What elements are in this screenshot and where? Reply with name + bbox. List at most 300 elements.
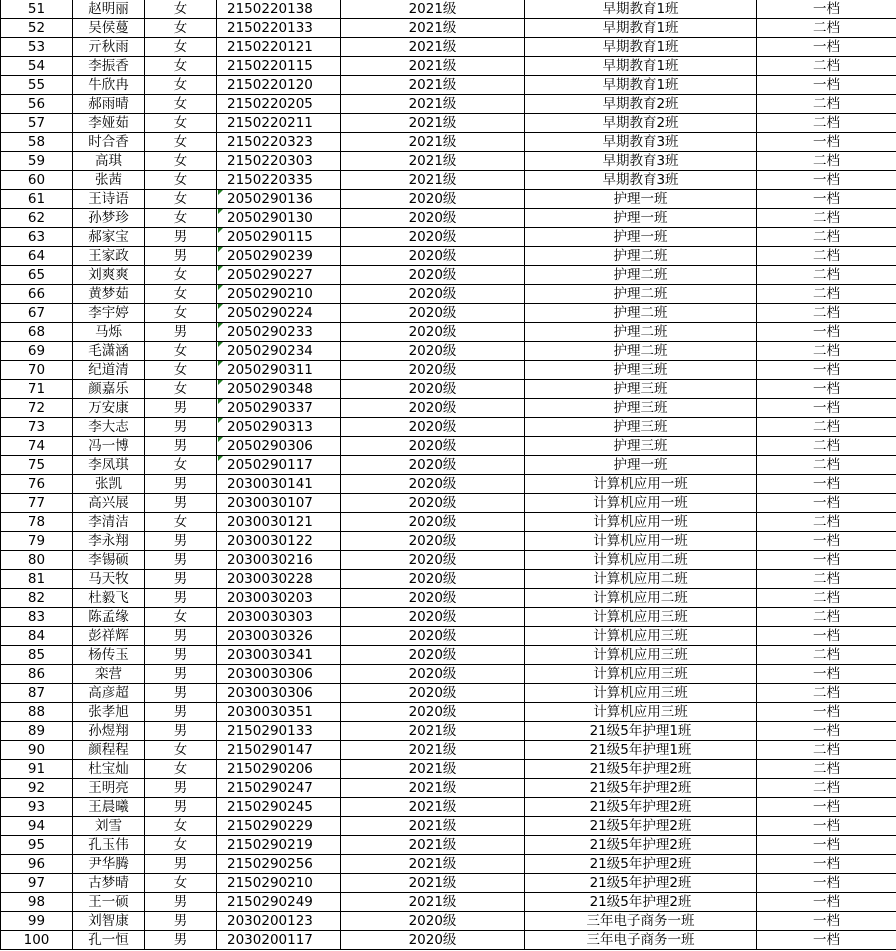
cell-no[interactable]: 90 (1, 741, 73, 760)
cell-student-id[interactable]: 2050290130 (217, 209, 341, 228)
cell-gender[interactable]: 女 (145, 190, 217, 209)
cell-level[interactable]: 二档 (757, 418, 896, 437)
cell-grade[interactable]: 2020级 (341, 551, 525, 570)
table-row[interactable] (1, 247, 896, 266)
cell-no[interactable]: 96 (1, 855, 73, 874)
cell-level[interactable]: 一档 (757, 817, 896, 836)
cell-grade[interactable]: 2020级 (341, 513, 525, 532)
cell-grade[interactable]: 2020级 (341, 627, 525, 646)
cell-no[interactable]: 66 (1, 285, 73, 304)
cell-class[interactable]: 护理三班 (525, 380, 757, 399)
table-row[interactable] (1, 266, 896, 285)
table-row[interactable] (1, 798, 896, 817)
table-row[interactable] (1, 38, 896, 57)
cell-name[interactable]: 杨传玉 (73, 646, 145, 665)
cell-name[interactable]: 孙煜翔 (73, 722, 145, 741)
cell-class[interactable]: 早期教育2班 (525, 95, 757, 114)
cell-gender[interactable]: 女 (145, 76, 217, 95)
cell-level[interactable]: 二档 (757, 228, 896, 247)
cell-class[interactable]: 计算机应用三班 (525, 627, 757, 646)
cell-gender[interactable]: 女 (145, 342, 217, 361)
table-row[interactable] (1, 684, 896, 703)
cell-gender[interactable]: 女 (145, 38, 217, 57)
cell-no[interactable]: 65 (1, 266, 73, 285)
cell-gender[interactable]: 男 (145, 418, 217, 437)
cell-name[interactable]: 尹华腾 (73, 855, 145, 874)
cell-gender[interactable]: 女 (145, 285, 217, 304)
cell-grade[interactable]: 2020级 (341, 418, 525, 437)
cell-name[interactable]: 刘爽爽 (73, 266, 145, 285)
cell-name[interactable]: 张孝旭 (73, 703, 145, 722)
cell-class[interactable]: 21级5年护理2班 (525, 817, 757, 836)
cell-grade[interactable]: 2020级 (341, 380, 525, 399)
cell-gender[interactable]: 女 (145, 380, 217, 399)
cell-level[interactable]: 一档 (757, 722, 896, 741)
cell-no[interactable]: 59 (1, 152, 73, 171)
cell-no[interactable]: 51 (1, 0, 73, 19)
cell-class[interactable]: 计算机应用二班 (525, 589, 757, 608)
cell-grade[interactable]: 2021级 (341, 741, 525, 760)
cell-gender[interactable]: 男 (145, 703, 217, 722)
cell-no[interactable]: 64 (1, 247, 73, 266)
cell-name[interactable]: 陈孟缘 (73, 608, 145, 627)
cell-no[interactable]: 87 (1, 684, 73, 703)
cell-name[interactable]: 王晨曦 (73, 798, 145, 817)
cell-name[interactable]: 牛欣冉 (73, 76, 145, 95)
cell-student-id[interactable]: 2030030121 (217, 513, 341, 532)
cell-student-id[interactable]: 2050290210 (217, 285, 341, 304)
cell-class[interactable]: 护理二班 (525, 266, 757, 285)
cell-name[interactable]: 李清洁 (73, 513, 145, 532)
cell-student-id[interactable]: 2050290313 (217, 418, 341, 437)
cell-gender[interactable]: 女 (145, 836, 217, 855)
cell-level[interactable]: 二档 (757, 779, 896, 798)
cell-student-id[interactable]: 2150290249 (217, 893, 341, 912)
cell-level[interactable]: 一档 (757, 931, 896, 950)
cell-gender[interactable]: 男 (145, 589, 217, 608)
cell-level[interactable]: 二档 (757, 741, 896, 760)
cell-no[interactable]: 91 (1, 760, 73, 779)
table-row[interactable] (1, 722, 896, 741)
cell-grade[interactable]: 2020级 (341, 494, 525, 513)
cell-level[interactable]: 二档 (757, 760, 896, 779)
cell-level[interactable]: 一档 (757, 836, 896, 855)
cell-no[interactable]: 93 (1, 798, 73, 817)
cell-level[interactable]: 一档 (757, 323, 896, 342)
cell-class[interactable]: 护理三班 (525, 399, 757, 418)
cell-gender[interactable]: 男 (145, 684, 217, 703)
cell-class[interactable]: 护理一班 (525, 190, 757, 209)
cell-no[interactable]: 60 (1, 171, 73, 190)
cell-gender[interactable]: 女 (145, 760, 217, 779)
cell-class[interactable]: 21级5年护理2班 (525, 893, 757, 912)
cell-level[interactable]: 一档 (757, 494, 896, 513)
cell-student-id[interactable]: 2150220115 (217, 57, 341, 76)
cell-student-id[interactable]: 2150290206 (217, 760, 341, 779)
cell-student-id[interactable]: 2150290133 (217, 722, 341, 741)
table-row[interactable] (1, 703, 896, 722)
cell-student-id[interactable]: 2050290311 (217, 361, 341, 380)
cell-no[interactable]: 71 (1, 380, 73, 399)
cell-class[interactable]: 早期教育1班 (525, 57, 757, 76)
table-row[interactable] (1, 380, 896, 399)
cell-level[interactable]: 二档 (757, 304, 896, 323)
cell-gender[interactable]: 女 (145, 57, 217, 76)
cell-level[interactable]: 一档 (757, 532, 896, 551)
cell-student-id[interactable]: 2030030326 (217, 627, 341, 646)
cell-class[interactable]: 护理二班 (525, 247, 757, 266)
cell-gender[interactable]: 男 (145, 532, 217, 551)
cell-grade[interactable]: 2021级 (341, 817, 525, 836)
cell-gender[interactable]: 男 (145, 475, 217, 494)
cell-grade[interactable]: 2020级 (341, 665, 525, 684)
cell-student-id[interactable]: 2150290256 (217, 855, 341, 874)
cell-class[interactable]: 计算机应用二班 (525, 551, 757, 570)
cell-no[interactable]: 84 (1, 627, 73, 646)
cell-name[interactable]: 古梦晴 (73, 874, 145, 893)
cell-student-id[interactable]: 2050290136 (217, 190, 341, 209)
cell-class[interactable]: 护理一班 (525, 209, 757, 228)
cell-level[interactable]: 一档 (757, 551, 896, 570)
cell-level[interactable]: 一档 (757, 171, 896, 190)
cell-class[interactable]: 护理二班 (525, 342, 757, 361)
cell-gender[interactable]: 男 (145, 247, 217, 266)
cell-grade[interactable]: 2020级 (341, 342, 525, 361)
cell-gender[interactable]: 男 (145, 437, 217, 456)
cell-student-id[interactable]: 2030030107 (217, 494, 341, 513)
cell-no[interactable]: 61 (1, 190, 73, 209)
cell-class[interactable]: 护理三班 (525, 361, 757, 380)
cell-name[interactable]: 李娅茹 (73, 114, 145, 133)
cell-gender[interactable]: 男 (145, 646, 217, 665)
cell-gender[interactable]: 男 (145, 399, 217, 418)
cell-name[interactable]: 时合香 (73, 133, 145, 152)
cell-gender[interactable]: 男 (145, 323, 217, 342)
cell-grade[interactable]: 2020级 (341, 684, 525, 703)
cell-class[interactable]: 计算机应用一班 (525, 532, 757, 551)
cell-level[interactable]: 二档 (757, 684, 896, 703)
cell-gender[interactable]: 女 (145, 817, 217, 836)
cell-grade[interactable]: 2020级 (341, 323, 525, 342)
cell-level[interactable]: 二档 (757, 437, 896, 456)
cell-level[interactable]: 二档 (757, 152, 896, 171)
cell-no[interactable]: 58 (1, 133, 73, 152)
table-row[interactable] (1, 76, 896, 95)
cell-name[interactable]: 孔玉伟 (73, 836, 145, 855)
cell-gender[interactable]: 男 (145, 855, 217, 874)
cell-no[interactable]: 74 (1, 437, 73, 456)
cell-name[interactable]: 冯一博 (73, 437, 145, 456)
cell-gender[interactable]: 男 (145, 912, 217, 931)
cell-no[interactable]: 83 (1, 608, 73, 627)
cell-no[interactable]: 92 (1, 779, 73, 798)
cell-level[interactable]: 一档 (757, 0, 896, 19)
cell-level[interactable]: 一档 (757, 627, 896, 646)
cell-name[interactable]: 纪道清 (73, 361, 145, 380)
cell-name[interactable]: 高兴展 (73, 494, 145, 513)
cell-student-id[interactable]: 2150220303 (217, 152, 341, 171)
cell-student-id[interactable]: 2030030216 (217, 551, 341, 570)
cell-level[interactable]: 一档 (757, 855, 896, 874)
cell-class[interactable]: 计算机应用一班 (525, 513, 757, 532)
cell-no[interactable]: 69 (1, 342, 73, 361)
cell-class[interactable]: 计算机应用三班 (525, 684, 757, 703)
cell-level[interactable]: 一档 (757, 361, 896, 380)
cell-student-id[interactable]: 2150220120 (217, 76, 341, 95)
cell-level[interactable]: 一档 (757, 893, 896, 912)
cell-name[interactable]: 颜程程 (73, 741, 145, 760)
table-row[interactable] (1, 912, 896, 931)
cell-gender[interactable]: 女 (145, 266, 217, 285)
cell-no[interactable]: 82 (1, 589, 73, 608)
cell-grade[interactable]: 2021级 (341, 722, 525, 741)
cell-class[interactable]: 三年电子商务一班 (525, 931, 757, 950)
cell-student-id[interactable]: 2050290234 (217, 342, 341, 361)
cell-name[interactable]: 王家政 (73, 247, 145, 266)
cell-gender[interactable]: 女 (145, 171, 217, 190)
cell-class[interactable]: 计算机应用三班 (525, 665, 757, 684)
cell-gender[interactable]: 男 (145, 722, 217, 741)
cell-grade[interactable]: 2021级 (341, 760, 525, 779)
cell-name[interactable]: 高琪 (73, 152, 145, 171)
cell-grade[interactable]: 2021级 (341, 95, 525, 114)
cell-no[interactable]: 75 (1, 456, 73, 475)
cell-name[interactable]: 王一硕 (73, 893, 145, 912)
cell-level[interactable]: 一档 (757, 798, 896, 817)
cell-grade[interactable]: 2021级 (341, 779, 525, 798)
cell-no[interactable]: 88 (1, 703, 73, 722)
cell-no[interactable]: 76 (1, 475, 73, 494)
cell-gender[interactable]: 男 (145, 551, 217, 570)
cell-level[interactable]: 一档 (757, 912, 896, 931)
cell-student-id[interactable]: 2050290239 (217, 247, 341, 266)
cell-class[interactable]: 21级5年护理1班 (525, 741, 757, 760)
cell-level[interactable]: 一档 (757, 475, 896, 494)
cell-student-id[interactable]: 2050290117 (217, 456, 341, 475)
table-row[interactable] (1, 608, 896, 627)
cell-no[interactable]: 57 (1, 114, 73, 133)
table-row[interactable] (1, 437, 896, 456)
cell-class[interactable]: 护理三班 (525, 437, 757, 456)
cell-no[interactable]: 52 (1, 19, 73, 38)
cell-level[interactable]: 一档 (757, 380, 896, 399)
cell-student-id[interactable]: 2150220138 (217, 0, 341, 19)
cell-student-id[interactable]: 2150290210 (217, 874, 341, 893)
cell-class[interactable]: 21级5年护理2班 (525, 874, 757, 893)
cell-grade[interactable]: 2020级 (341, 608, 525, 627)
table-row[interactable] (1, 304, 896, 323)
cell-no[interactable]: 81 (1, 570, 73, 589)
cell-student-id[interactable]: 2150290247 (217, 779, 341, 798)
cell-no[interactable]: 85 (1, 646, 73, 665)
cell-class[interactable]: 早期教育3班 (525, 133, 757, 152)
table-row[interactable] (1, 190, 896, 209)
cell-class[interactable]: 21级5年护理2班 (525, 779, 757, 798)
cell-class[interactable]: 计算机应用二班 (525, 570, 757, 589)
cell-level[interactable]: 二档 (757, 608, 896, 627)
cell-class[interactable]: 计算机应用三班 (525, 608, 757, 627)
cell-class[interactable]: 护理二班 (525, 323, 757, 342)
table-row[interactable] (1, 114, 896, 133)
cell-gender[interactable]: 女 (145, 19, 217, 38)
cell-gender[interactable]: 女 (145, 0, 217, 19)
cell-level[interactable]: 二档 (757, 57, 896, 76)
cell-class[interactable]: 早期教育1班 (525, 76, 757, 95)
cell-student-id[interactable]: 2150290245 (217, 798, 341, 817)
cell-no[interactable]: 70 (1, 361, 73, 380)
cell-gender[interactable]: 女 (145, 114, 217, 133)
cell-grade[interactable]: 2021级 (341, 893, 525, 912)
cell-student-id[interactable]: 2050290227 (217, 266, 341, 285)
table-row[interactable] (1, 494, 896, 513)
cell-level[interactable]: 一档 (757, 133, 896, 152)
table-row[interactable] (1, 418, 896, 437)
cell-grade[interactable]: 2020级 (341, 931, 525, 950)
cell-student-id[interactable]: 2030030122 (217, 532, 341, 551)
cell-grade[interactable]: 2020级 (341, 703, 525, 722)
cell-no[interactable]: 55 (1, 76, 73, 95)
cell-name[interactable]: 李宇婷 (73, 304, 145, 323)
cell-no[interactable]: 98 (1, 893, 73, 912)
table-row[interactable] (1, 627, 896, 646)
table-row[interactable] (1, 19, 896, 38)
table-row[interactable] (1, 152, 896, 171)
table-row[interactable] (1, 817, 896, 836)
cell-no[interactable]: 63 (1, 228, 73, 247)
cell-level[interactable]: 二档 (757, 247, 896, 266)
cell-student-id[interactable]: 2050290306 (217, 437, 341, 456)
cell-no[interactable]: 67 (1, 304, 73, 323)
cell-student-id[interactable]: 2150220205 (217, 95, 341, 114)
cell-class[interactable]: 早期教育1班 (525, 0, 757, 19)
cell-no[interactable]: 72 (1, 399, 73, 418)
cell-level[interactable]: 一档 (757, 399, 896, 418)
cell-no[interactable]: 80 (1, 551, 73, 570)
cell-grade[interactable]: 2020级 (341, 304, 525, 323)
cell-gender[interactable]: 男 (145, 665, 217, 684)
cell-student-id[interactable]: 2030030306 (217, 684, 341, 703)
table-row[interactable] (1, 57, 896, 76)
cell-gender[interactable]: 女 (145, 513, 217, 532)
cell-no[interactable]: 89 (1, 722, 73, 741)
cell-name[interactable]: 亓秋雨 (73, 38, 145, 57)
cell-name[interactable]: 郝家宝 (73, 228, 145, 247)
cell-grade[interactable]: 2020级 (341, 532, 525, 551)
cell-student-id[interactable]: 2050290224 (217, 304, 341, 323)
table-row[interactable] (1, 0, 896, 19)
cell-name[interactable]: 杜毅飞 (73, 589, 145, 608)
cell-no[interactable]: 78 (1, 513, 73, 532)
cell-grade[interactable]: 2021级 (341, 855, 525, 874)
cell-gender[interactable]: 女 (145, 361, 217, 380)
cell-grade[interactable]: 2021级 (341, 152, 525, 171)
cell-grade[interactable]: 2021级 (341, 0, 525, 19)
cell-student-id[interactable]: 2150220335 (217, 171, 341, 190)
cell-level[interactable]: 二档 (757, 646, 896, 665)
cell-no[interactable]: 79 (1, 532, 73, 551)
cell-class[interactable]: 早期教育3班 (525, 152, 757, 171)
cell-student-id[interactable]: 2030030228 (217, 570, 341, 589)
cell-name[interactable]: 李永翔 (73, 532, 145, 551)
cell-name[interactable]: 马天牧 (73, 570, 145, 589)
cell-level[interactable]: 一档 (757, 38, 896, 57)
cell-no[interactable]: 86 (1, 665, 73, 684)
cell-level[interactable]: 二档 (757, 19, 896, 38)
cell-student-id[interactable]: 2030030303 (217, 608, 341, 627)
cell-no[interactable]: 73 (1, 418, 73, 437)
cell-class[interactable]: 护理一班 (525, 456, 757, 475)
table-row[interactable] (1, 513, 896, 532)
cell-grade[interactable]: 2020级 (341, 247, 525, 266)
cell-student-id[interactable]: 2030030351 (217, 703, 341, 722)
table-row[interactable] (1, 551, 896, 570)
cell-gender[interactable]: 男 (145, 494, 217, 513)
table-row[interactable] (1, 836, 896, 855)
table-row[interactable] (1, 228, 896, 247)
cell-grade[interactable]: 2021级 (341, 171, 525, 190)
table-row[interactable] (1, 665, 896, 684)
cell-gender[interactable]: 男 (145, 627, 217, 646)
cell-grade[interactable]: 2020级 (341, 475, 525, 494)
table-row[interactable] (1, 399, 896, 418)
cell-grade[interactable]: 2021级 (341, 874, 525, 893)
cell-level[interactable]: 二档 (757, 114, 896, 133)
cell-level[interactable]: 一档 (757, 703, 896, 722)
table-row[interactable] (1, 589, 896, 608)
cell-level[interactable]: 一档 (757, 874, 896, 893)
cell-name[interactable]: 吴侯蔓 (73, 19, 145, 38)
cell-gender[interactable]: 女 (145, 874, 217, 893)
table-row[interactable] (1, 741, 896, 760)
cell-name[interactable]: 王诗语 (73, 190, 145, 209)
cell-student-id[interactable]: 2150290219 (217, 836, 341, 855)
cell-class[interactable]: 计算机应用三班 (525, 703, 757, 722)
cell-grade[interactable]: 2020级 (341, 361, 525, 380)
cell-no[interactable]: 77 (1, 494, 73, 513)
cell-level[interactable]: 二档 (757, 342, 896, 361)
cell-student-id[interactable]: 2030030141 (217, 475, 341, 494)
cell-name[interactable]: 孙梦珍 (73, 209, 145, 228)
cell-class[interactable]: 早期教育3班 (525, 171, 757, 190)
cell-class[interactable]: 早期教育2班 (525, 114, 757, 133)
cell-level[interactable]: 二档 (757, 209, 896, 228)
cell-grade[interactable]: 2021级 (341, 57, 525, 76)
cell-class[interactable]: 三年电子商务一班 (525, 912, 757, 931)
cell-level[interactable]: 二档 (757, 266, 896, 285)
cell-student-id[interactable]: 2030030306 (217, 665, 341, 684)
cell-no[interactable]: 95 (1, 836, 73, 855)
cell-class[interactable]: 21级5年护理2班 (525, 760, 757, 779)
cell-name[interactable]: 刘智康 (73, 912, 145, 931)
cell-level[interactable]: 二档 (757, 456, 896, 475)
cell-no[interactable]: 97 (1, 874, 73, 893)
cell-grade[interactable]: 2020级 (341, 190, 525, 209)
cell-name[interactable]: 孔一恒 (73, 931, 145, 950)
cell-grade[interactable]: 2020级 (341, 437, 525, 456)
cell-no[interactable]: 62 (1, 209, 73, 228)
cell-grade[interactable]: 2020级 (341, 399, 525, 418)
cell-level[interactable]: 二档 (757, 589, 896, 608)
cell-student-id[interactable]: 2030030203 (217, 589, 341, 608)
cell-student-id[interactable]: 2050290337 (217, 399, 341, 418)
cell-name[interactable]: 万安康 (73, 399, 145, 418)
table-row[interactable] (1, 171, 896, 190)
cell-gender[interactable]: 女 (145, 133, 217, 152)
cell-grade[interactable]: 2021级 (341, 114, 525, 133)
table-row[interactable] (1, 532, 896, 551)
cell-no[interactable]: 99 (1, 912, 73, 931)
table-row[interactable] (1, 760, 896, 779)
